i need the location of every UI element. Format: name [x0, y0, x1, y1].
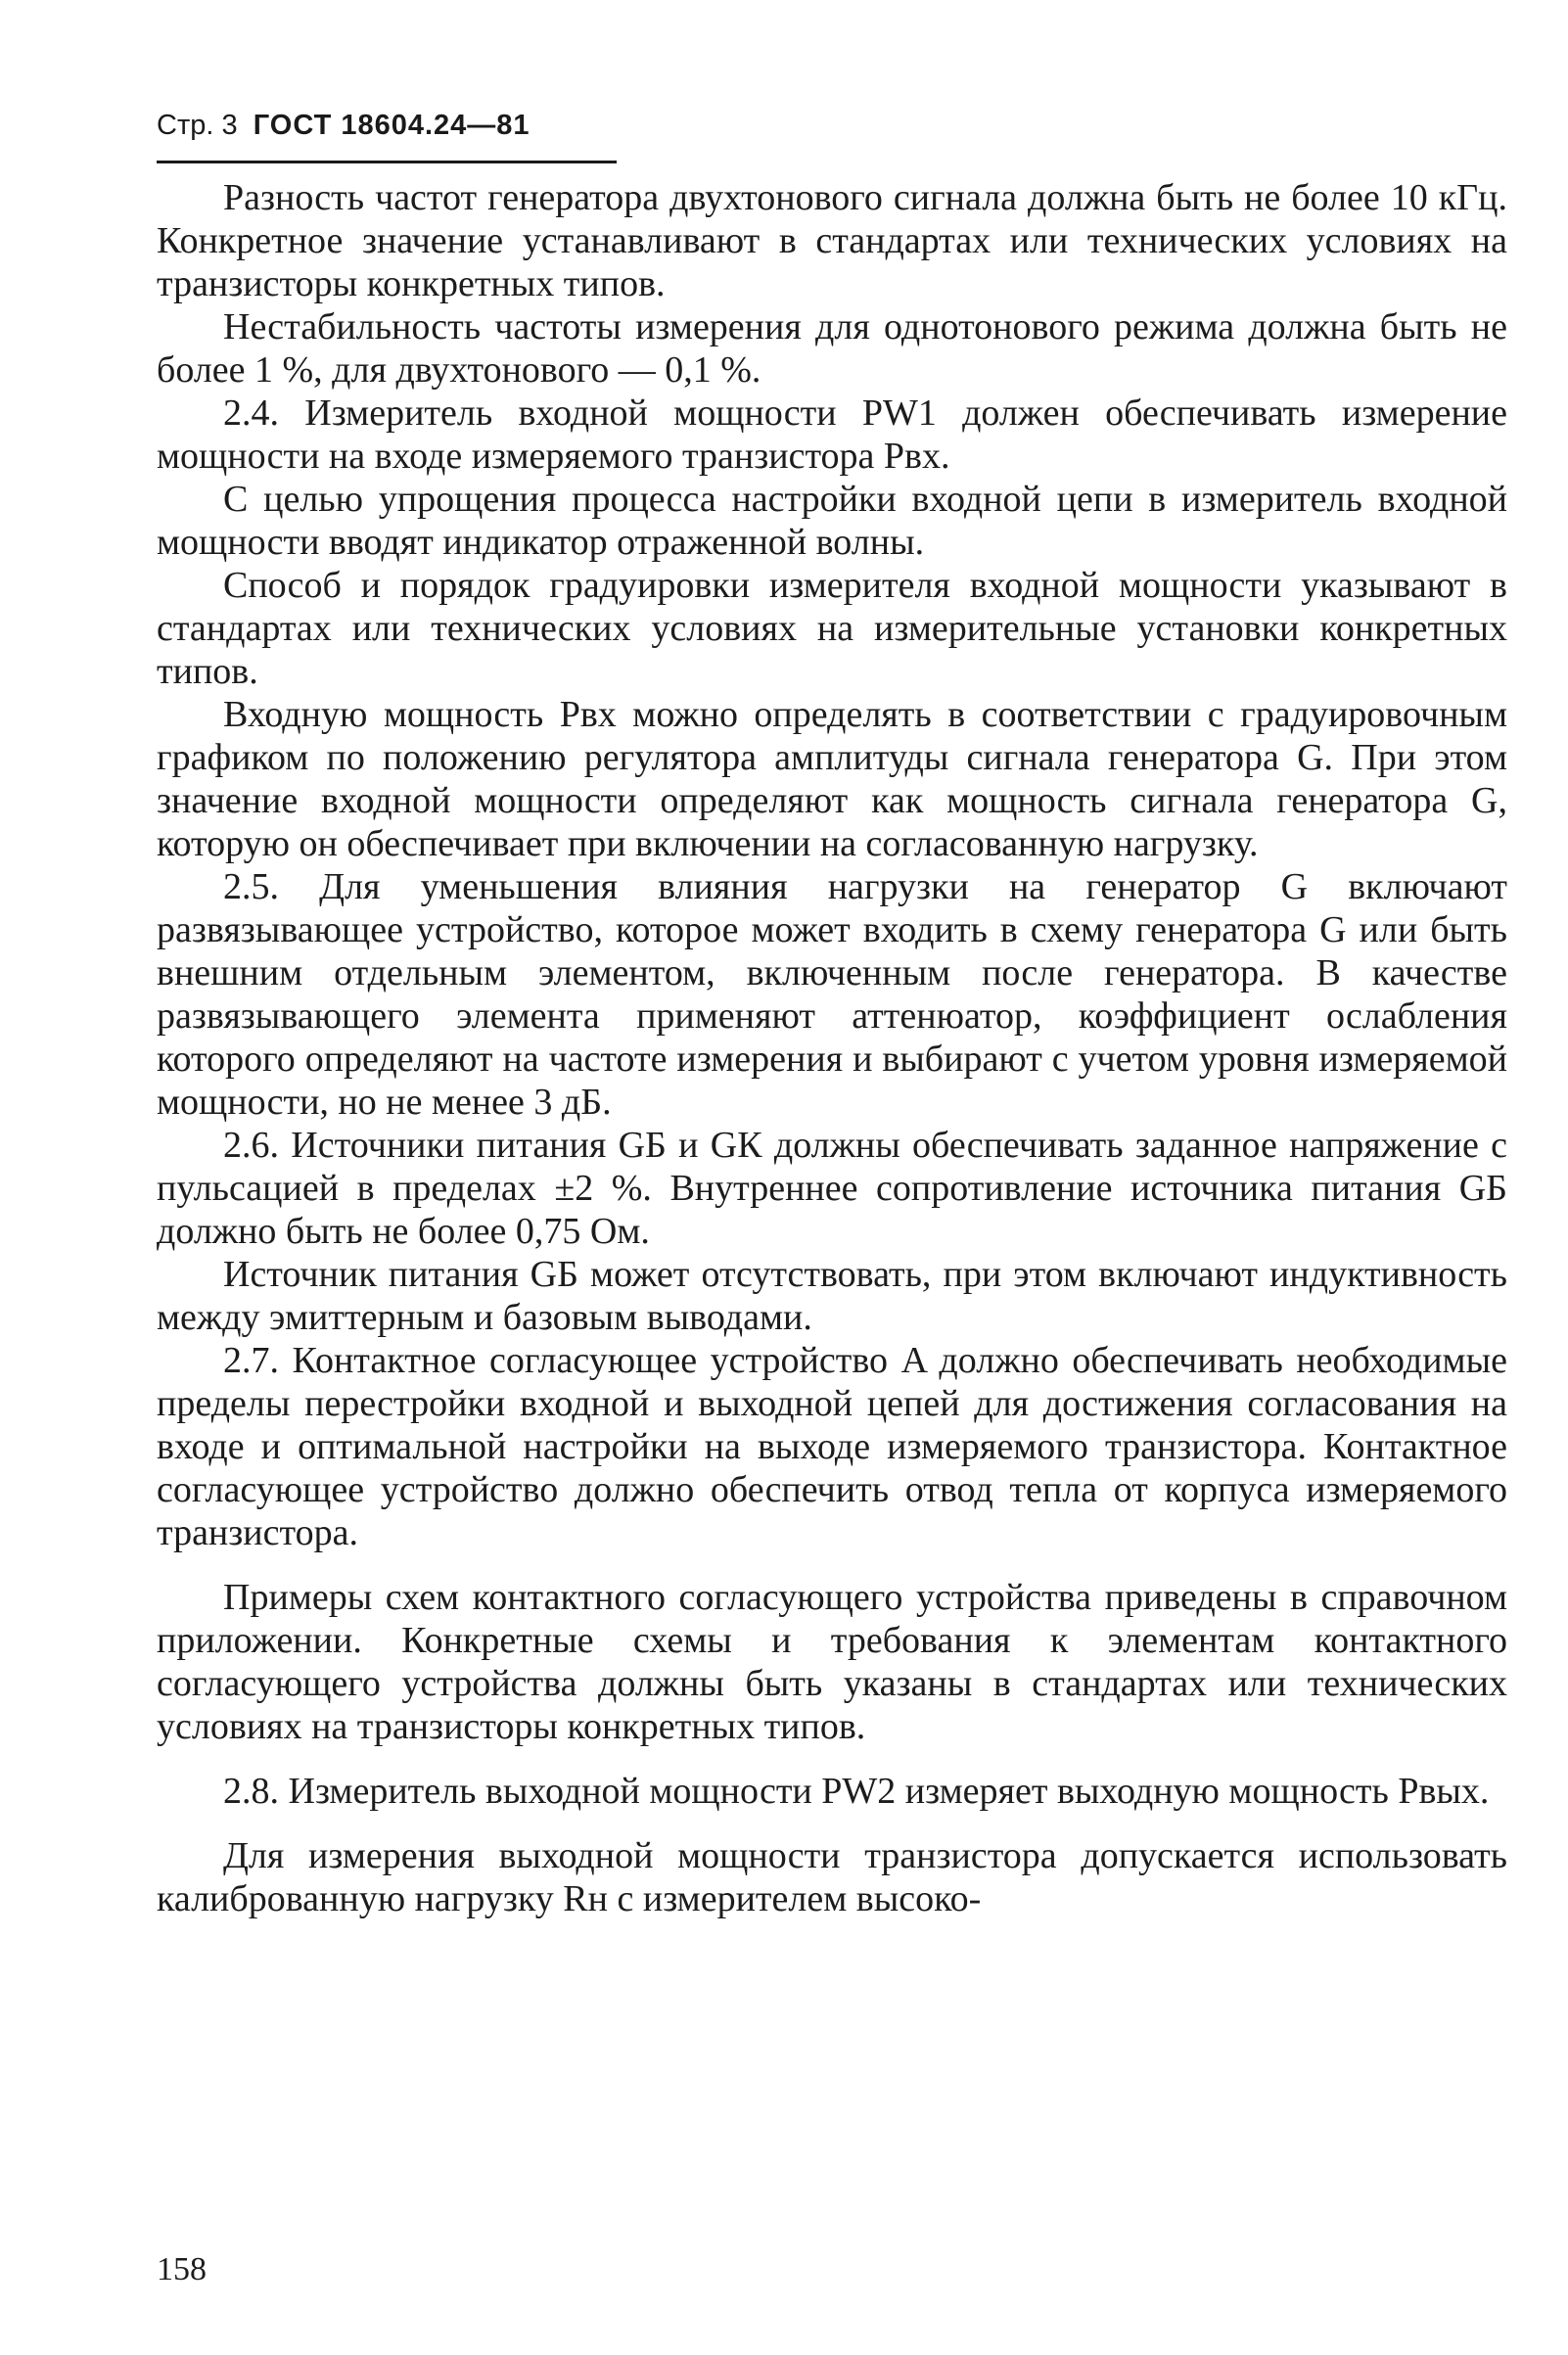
paragraph: С целью упрощения процесса настройки входной цепи в измеритель входной мощности вводят индикатор отраженной волны.: [157, 479, 1507, 563]
page-header: [157, 110, 530, 142]
paragraph: Способ и порядок градуировки измерителя входной мощности указывают в стандартах или технических условиях на измерительные установки конкретных типов.: [157, 565, 1507, 692]
page-label: Стр. 3: [157, 110, 238, 141]
paragraph: Разность частот генератора двухтонового сигнала должна быть не более 10 кГц. Конкретное значение устанавливают в стандартах или технических условиях на транзисторы конкретных типов.: [157, 177, 1507, 304]
paragraph: Нестабильность частоты измерения для однотонового режима должна быть не более 1 %, для двухтонового — 0,1 %.: [157, 306, 1507, 391]
paragraph: 2.7. Контактное согласующее устройство A должно обеспечивать необходимые пределы перестройки входной и выходной цепей для достижения согласования на входе и оптимальной настройки на выходе измеряемого транзистора. Контактное согласующее устройство должно обеспечить отвод тепла от корпуса измеряемого транзистора.: [157, 1340, 1507, 1553]
page-number: 158: [157, 2251, 207, 2287]
paragraph: 2.8. Измеритель выходной мощности PW2 измеряет выходную мощность Pвых.: [223, 1771, 1490, 1812]
paragraph: Входную мощность Pвх можно определять в соответствии с градуировочным графиком по положению регулятора амплитуды сигнала генератора G. При этом значение входной мощности определяют как мощность сигнала генератора G, которую он обеспечивает при включении на согласованную нагрузку.: [157, 694, 1507, 864]
paragraph: 2.5. Для уменьшения влияния нагрузки на генератор G включают развязывающее устройство, которое может входить в схему генератора G или быть внешним отдельным элементом, включенным после генератора. В качестве развязывающего элемента применяют аттенюатор, коэффициент ослабления которого определяют на частоте измерения и выбирают с учетом уровня измеряемой мощности, но не менее 3 дБ.: [157, 866, 1507, 1123]
paragraph: 2.4. Измеритель входной мощности PW1 должен обеспечивать измерение мощности на входе измеряемого транзистора Pвх.: [157, 392, 1507, 477]
paragraph: Примеры схем контактного согласующего устройства приведены в справочном приложении. Конкретные схемы и требования к элементам контактного согласующего устройства должны быть указаны в стандартах или технических условиях на транзисторы конкретных типов.: [157, 1577, 1507, 1747]
header-rule: [157, 161, 617, 163]
paragraph: Источник питания GБ может отсутствовать, при этом включают индуктивность между эмиттерным и базовым выводами.: [157, 1254, 1507, 1338]
paragraph: Для измерения выходной мощности транзистора допускается использовать калиброванную нагрузку Rн с измерителем высоко-: [157, 1835, 1507, 1919]
standard-reference: ГОСТ 18604.24—81: [253, 110, 530, 141]
body-text: [157, 176, 1507, 1920]
paragraph: 2.6. Источники питания GБ и GК должны обеспечивать заданное напряжение с пульсацией в пределах ±2 %. Внутреннее сопротивление источника питания GБ должно быть не более 0,75 Ом.: [157, 1125, 1507, 1252]
